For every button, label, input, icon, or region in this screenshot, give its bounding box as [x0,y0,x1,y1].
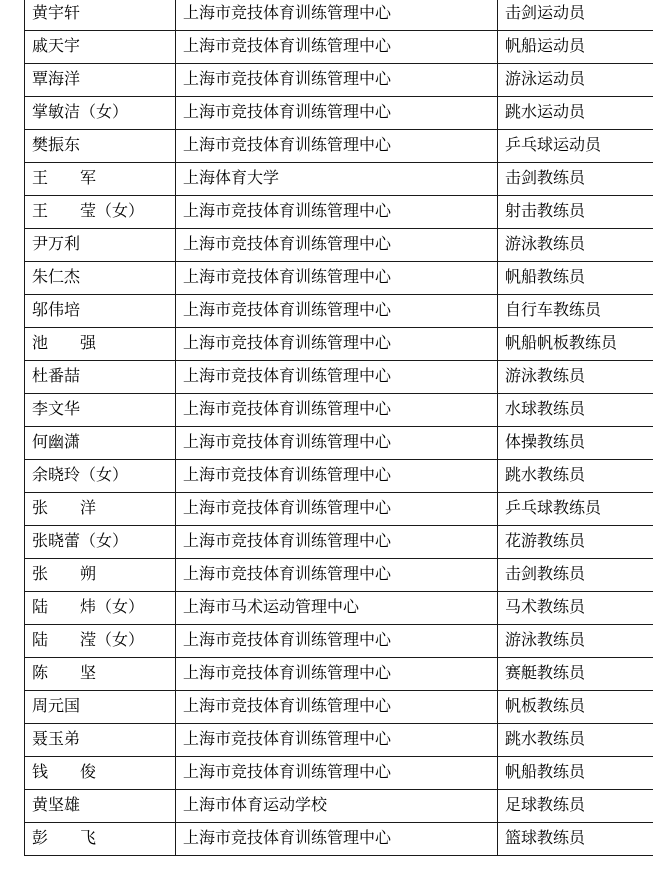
role-cell: 游泳教练员 [498,361,653,394]
org-cell: 上海市竞技体育训练管理中心 [176,262,498,295]
org-cell: 上海市竞技体育训练管理中心 [176,526,498,559]
table-row [25,427,653,460]
org-cell: 上海市竞技体育训练管理中心 [176,328,498,361]
name-cell: 钱 俊 [25,757,176,790]
table-row [25,526,653,559]
role-cell: 游泳运动员 [498,64,653,97]
name-cell: 杜番喆 [25,361,176,394]
name-cell: 彭 飞 [25,823,176,856]
name-cell: 陈 坚 [25,658,176,691]
role-cell: 帆船帆板教练员 [498,328,653,361]
name-cell: 朱仁杰 [25,262,176,295]
role-cell: 击剑教练员 [498,559,653,592]
table-row [25,0,653,31]
role-cell: 足球教练员 [498,790,653,823]
name-cell: 黄坚雄 [25,790,176,823]
name-cell: 樊振东 [25,130,176,163]
role-cell: 击剑运动员 [498,0,653,31]
table-row [25,724,653,757]
table-row [25,97,653,130]
org-cell: 上海市马术运动管理中心 [176,592,498,625]
name-cell: 聂玉弟 [25,724,176,757]
role-cell: 帆船教练员 [498,757,653,790]
table-row [25,196,653,229]
org-cell: 上海市竞技体育训练管理中心 [176,724,498,757]
org-cell: 上海市竞技体育训练管理中心 [176,31,498,64]
org-cell: 上海市竞技体育训练管理中心 [176,559,498,592]
name-cell: 张 洋 [25,493,176,526]
org-cell: 上海市竞技体育训练管理中心 [176,130,498,163]
name-cell: 黄宇轩 [25,0,176,31]
org-cell: 上海市竞技体育训练管理中心 [176,427,498,460]
org-cell: 上海市竞技体育训练管理中心 [176,823,498,856]
role-cell: 射击教练员 [498,196,653,229]
table-row [25,790,653,823]
table-row [25,559,653,592]
org-cell: 上海市竞技体育训练管理中心 [176,229,498,262]
org-cell: 上海市竞技体育训练管理中心 [176,64,498,97]
role-cell: 赛艇教练员 [498,658,653,691]
name-cell: 戚天宇 [25,31,176,64]
org-cell: 上海市竞技体育训练管理中心 [176,658,498,691]
table-row [25,229,653,262]
org-cell: 上海市竞技体育训练管理中心 [176,361,498,394]
role-cell: 跳水运动员 [498,97,653,130]
name-cell: 陆 滢（女） [25,625,176,658]
role-cell: 游泳教练员 [498,229,653,262]
table-row [25,592,653,625]
org-cell: 上海市竞技体育训练管理中心 [176,460,498,493]
personnel-table-body [25,0,653,856]
name-cell: 张 朔 [25,559,176,592]
table-row [25,625,653,658]
table-row [25,262,653,295]
role-cell: 帆船运动员 [498,31,653,64]
table-row [25,295,653,328]
role-cell: 跳水教练员 [498,724,653,757]
name-cell: 陆 炜（女） [25,592,176,625]
org-cell: 上海市竞技体育训练管理中心 [176,691,498,724]
table-row [25,757,653,790]
role-cell: 水球教练员 [498,394,653,427]
org-cell: 上海市竞技体育训练管理中心 [176,493,498,526]
org-cell: 上海市竞技体育训练管理中心 [176,0,498,31]
role-cell: 马术教练员 [498,592,653,625]
name-cell: 周元国 [25,691,176,724]
org-cell: 上海市竞技体育训练管理中心 [176,196,498,229]
name-cell: 尹万利 [25,229,176,262]
table-row [25,361,653,394]
name-cell: 掌敏洁（女） [25,97,176,130]
role-cell: 游泳教练员 [498,625,653,658]
role-cell: 帆船教练员 [498,262,653,295]
personnel-table [24,0,653,856]
role-cell: 乒乓球运动员 [498,130,653,163]
org-cell: 上海市体育运动学校 [176,790,498,823]
name-cell: 李文华 [25,394,176,427]
name-cell: 覃海洋 [25,64,176,97]
table-row [25,328,653,361]
name-cell: 张晓蕾（女） [25,526,176,559]
org-cell: 上海市竞技体育训练管理中心 [176,295,498,328]
org-cell: 上海市竞技体育训练管理中心 [176,757,498,790]
table-row [25,658,653,691]
name-cell: 王 莹（女） [25,196,176,229]
table-row [25,460,653,493]
role-cell: 自行车教练员 [498,295,653,328]
name-cell: 王 军 [25,163,176,196]
table-row [25,394,653,427]
table-row [25,493,653,526]
org-cell: 上海体育大学 [176,163,498,196]
org-cell: 上海市竞技体育训练管理中心 [176,394,498,427]
table-row [25,691,653,724]
name-cell: 池 强 [25,328,176,361]
role-cell: 体操教练员 [498,427,653,460]
name-cell: 何幽潇 [25,427,176,460]
role-cell: 跳水教练员 [498,460,653,493]
role-cell: 乒乓球教练员 [498,493,653,526]
table-row [25,31,653,64]
table-row [25,64,653,97]
table-row [25,163,653,196]
role-cell: 篮球教练员 [498,823,653,856]
org-cell: 上海市竞技体育训练管理中心 [176,97,498,130]
role-cell: 花游教练员 [498,526,653,559]
table-row [25,823,653,856]
role-cell: 击剑教练员 [498,163,653,196]
org-cell: 上海市竞技体育训练管理中心 [176,625,498,658]
name-cell: 余晓玲（女） [25,460,176,493]
role-cell: 帆板教练员 [498,691,653,724]
table-row [25,130,653,163]
name-cell: 邬伟培 [25,295,176,328]
